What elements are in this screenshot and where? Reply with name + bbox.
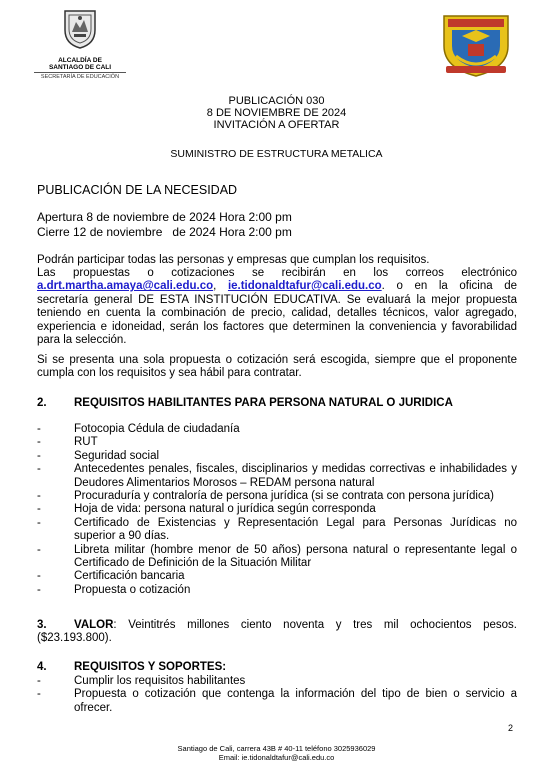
list-item-text: Cumplir los requisitos habilitantes xyxy=(74,675,246,687)
list-item xyxy=(37,503,517,516)
footer-address: Santiago de Cali, carrera 43B # 40-11 teléfono 3025936029 xyxy=(177,744,376,753)
bullet: - xyxy=(37,570,41,583)
list-item-text: Fotocopia Cédula de ciudadanía xyxy=(74,423,240,435)
publication-number: PUBLICACIÓN 030 xyxy=(228,95,325,107)
bullet: - xyxy=(37,423,41,435)
bullet: - xyxy=(37,449,41,462)
list-item xyxy=(37,688,517,715)
city-shield-icon xyxy=(62,8,98,50)
intro-paragraph-1: Podrán participar todas las personas y empresas que cumplan los requisitos. xyxy=(37,254,430,266)
bullet: - xyxy=(37,516,41,529)
bullet: - xyxy=(37,490,41,503)
section-4-title: REQUISITOS Y SOPORTES: xyxy=(74,661,227,673)
logo-text-line1: ALCALDÍA DE xyxy=(58,57,102,64)
section-3-label: VALOR xyxy=(74,619,114,631)
list-item xyxy=(37,463,517,490)
intro-paragraph-2-start: Las propuestas o cotizaciones se recibirán en los correos electrónico xyxy=(37,267,517,279)
logo-text-line3: SECRETARÍA DE EDUCACIÓN xyxy=(40,74,120,80)
logo-text-line2: SANTIAGO DE CALI xyxy=(48,64,112,71)
email-separator: , xyxy=(213,280,217,293)
email-link-1[interactable]: a.drt.martha.amaya@cali.edu.co xyxy=(37,280,214,293)
list-item-text: RUT xyxy=(74,436,98,449)
invitation-title: INVITACIÓN A OFERTAR xyxy=(213,119,340,131)
bullet: - xyxy=(37,436,41,449)
section-3-number: 3. xyxy=(37,619,47,631)
list-item xyxy=(37,436,517,449)
section-2-number: 2. xyxy=(37,397,47,409)
list-item xyxy=(37,570,517,583)
list-item xyxy=(37,584,517,597)
section-2-heading xyxy=(37,397,517,410)
section-4-number: 4. xyxy=(37,661,47,673)
requirements-list xyxy=(37,423,517,597)
bullet: - xyxy=(37,543,41,556)
list-item-text: Hoja de vida: persona natural o jurídica según corresponda xyxy=(74,503,376,516)
list-item xyxy=(37,544,517,571)
bullet: - xyxy=(37,675,41,687)
section-3-text: : Veintitrés millones ciento noventa y tres mil ochocientos pesos. ($23.193.800). xyxy=(37,619,517,645)
list-item-text: Certificación bancaria xyxy=(74,570,185,583)
list-item-text: Libreta militar (hombre menor de 50 años) persona natural o representante legal o Certificado de Definición de la Situación Militar xyxy=(74,543,517,570)
bullet: - xyxy=(37,463,41,476)
list-item-text: Propuesta o cotización xyxy=(74,583,191,596)
intro-paragraph-2-end: . o en la oficina de secretaría general DE ESTA INSTITUCIÓN EDUCATIVA. Se evaluará la mejor propuesta teniendo en cuenta la combinación de precio, calidad, detalles técnicos, valor agregado, experiencia e idoneidad, serán los factores que determinen la conveniencia y favorabilidad para la selección. xyxy=(37,280,518,347)
logo-divider xyxy=(34,72,126,73)
alcaldia-logo xyxy=(30,8,130,80)
list-item xyxy=(37,423,517,436)
intro-paragraph-3: Si se presenta una sola propuesta o cotización será escogida, siempre que el proponente cumpla con los requisitos y sea hábil para contratar. xyxy=(37,354,517,380)
page-number: 2 xyxy=(508,723,514,733)
list-item xyxy=(37,450,517,463)
school-crest-icon xyxy=(438,10,514,78)
bullet: - xyxy=(37,688,41,701)
supports-list xyxy=(37,675,517,715)
list-item xyxy=(37,675,517,688)
intro-paragraph-2 xyxy=(37,267,517,347)
bullet: - xyxy=(37,583,41,596)
email-link-2[interactable]: ie.tidonaldtafur@cali.edu.co xyxy=(227,280,382,293)
section-2-title: REQUISITOS HABILITANTES PARA PERSONA NATURAL O JURIDICA xyxy=(74,397,453,409)
section-3-value xyxy=(37,619,517,646)
list-item xyxy=(37,517,517,544)
list-item-text: Propuesta o cotización que contenga la información del tipo de bien o servicio a ofrecer. xyxy=(74,688,517,714)
list-item-text: Antecedentes penales, fiscales, disciplinarios y medidas correctivas e inhabilidades y Deudores Alimentarios Morosos – REDAM persona natural xyxy=(74,463,517,489)
bullet: - xyxy=(37,503,41,516)
footer-email: Email: ie.tidonaldtafur@cali.edu.co xyxy=(218,753,335,762)
need-heading: PUBLICACIÓN DE LA NECESIDAD xyxy=(37,183,238,197)
subject-title: SUMINISTRO DE ESTRUCTURA METALICA xyxy=(170,148,383,160)
list-item-text: Seguridad social xyxy=(74,449,160,462)
list-item-text: Certificado de Existencias y Representación Legal para Personas Jurídicas no superior a 90 días. xyxy=(74,516,517,543)
list-item xyxy=(37,490,517,503)
opening-date: Apertura 8 de noviembre de 2024 Hora 2:00 pm xyxy=(37,210,292,224)
list-item-text: Procuraduría y contraloría de persona jurídica (si se contrata con persona jurídica) xyxy=(74,490,494,503)
closing-date: Cierre 12 de noviembre de 2024 Hora 2:00 pm xyxy=(37,225,292,239)
section-4-heading xyxy=(37,661,517,674)
publication-date: 8 DE NOVIEMBRE DE 2024 xyxy=(206,107,347,119)
